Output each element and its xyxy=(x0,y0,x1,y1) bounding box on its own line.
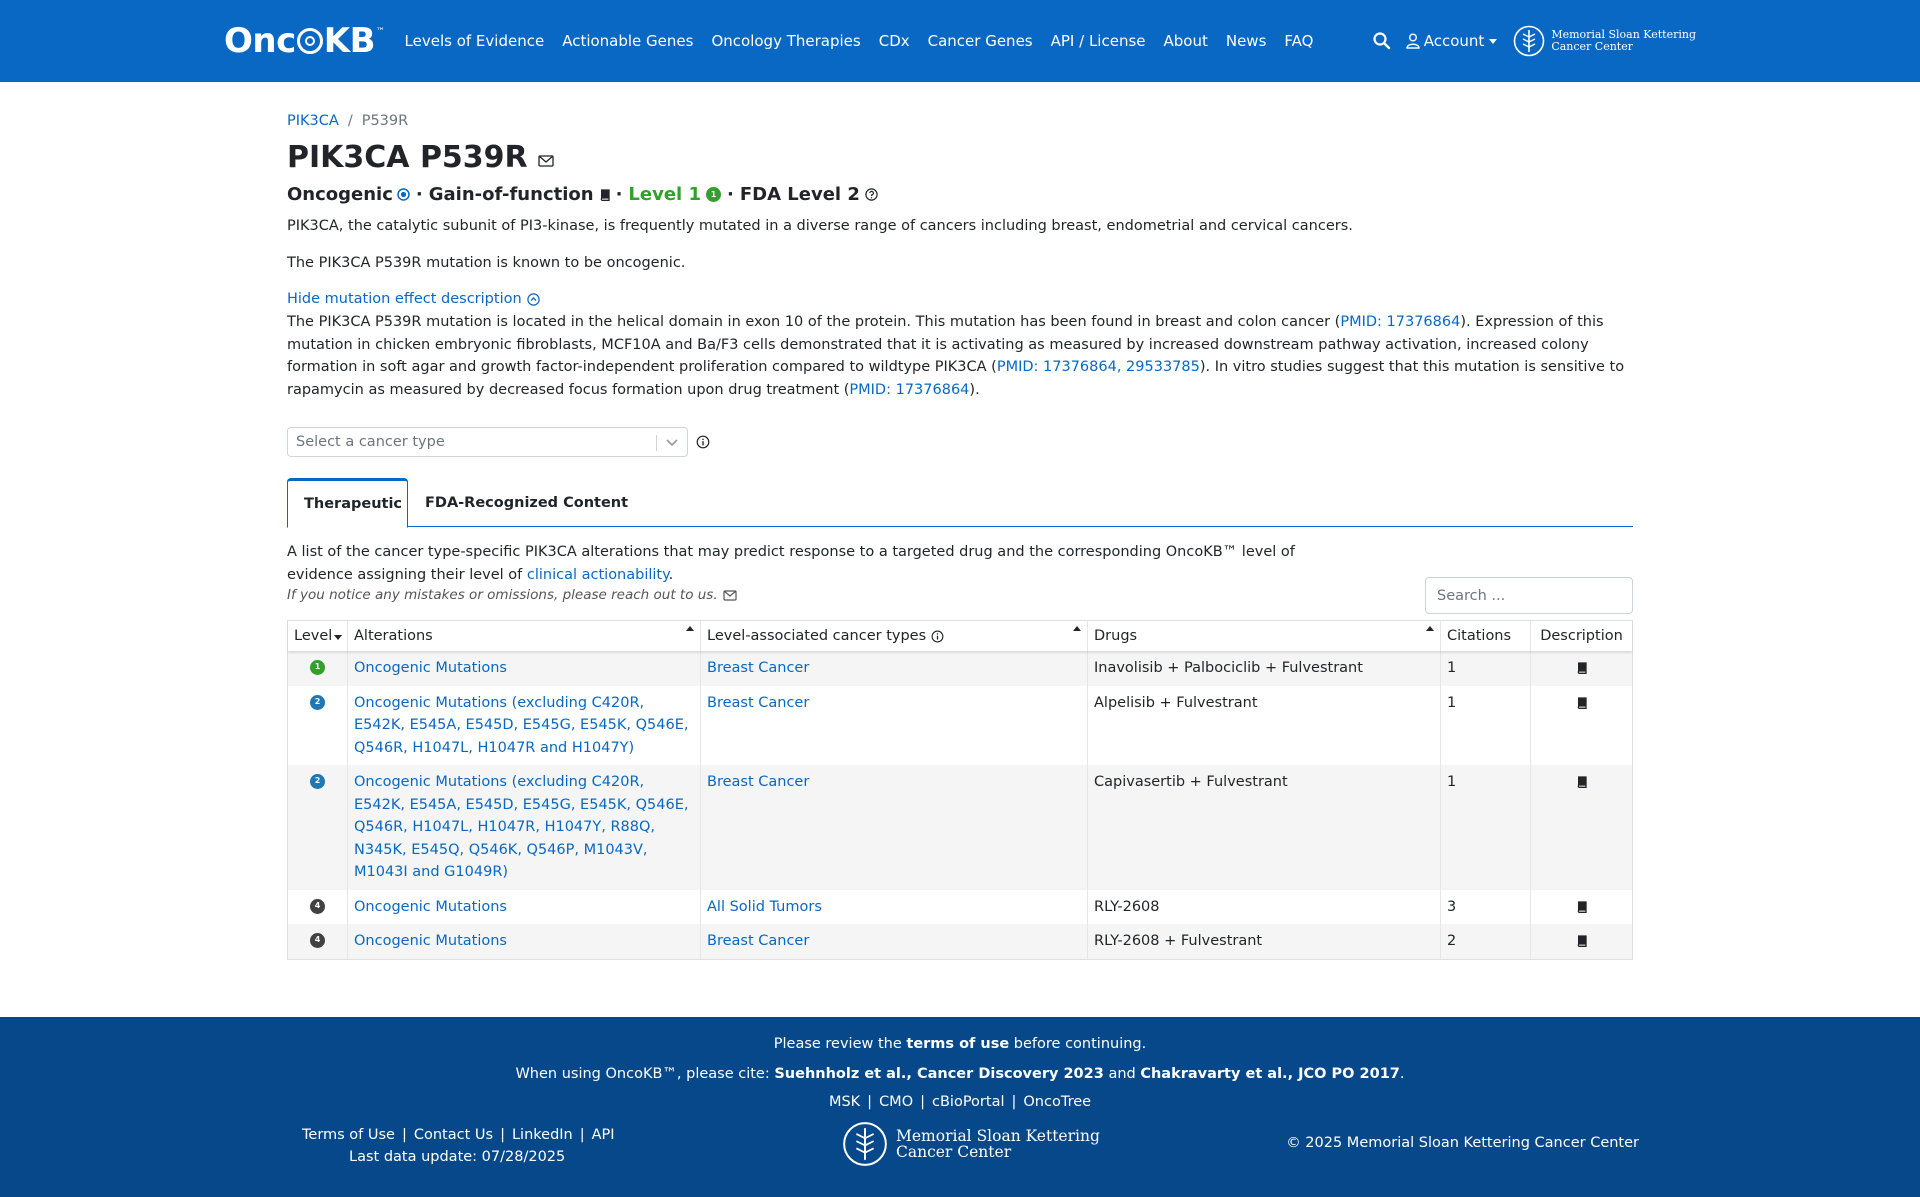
cancer-type-link[interactable]: Breast Cancer xyxy=(707,774,810,790)
feedback-note-text: If you notice any mistakes or omissions, please reach out to us. xyxy=(287,587,718,603)
drugs-cell: RLY-2608 xyxy=(1088,890,1441,925)
alteration-summary: Oncogenic · Gain-of-function · Level 1 1 · FDA Level 2 xyxy=(287,184,878,205)
footer-msk-logo[interactable] xyxy=(842,1121,1100,1167)
header-alterations-label: Alterations xyxy=(354,628,433,644)
therapeutic-table xyxy=(287,620,1633,960)
citation-and: and xyxy=(1103,1066,1141,1082)
mutation-effect-text-3: ). In vitro studies suggest that this mutation is sensitive to rapamycin as measured by decreased focus formation upon drug treatment ( xyxy=(287,359,1625,398)
breadcrumb-gene[interactable]: PIK3CA xyxy=(287,113,339,129)
alteration-link[interactable]: Oncogenic Mutations xyxy=(354,660,507,676)
cancer-type-link[interactable]: Breast Cancer xyxy=(707,933,810,949)
terms-notice-pre: Please review the xyxy=(773,1036,907,1052)
mutation-effect-text-4: ). xyxy=(969,381,980,398)
nav-actionable-genes[interactable]: Actionable Genes xyxy=(562,32,694,50)
citations-cell[interactable]: 1 xyxy=(1441,686,1531,766)
sort-icon xyxy=(1426,626,1434,631)
book-icon[interactable] xyxy=(599,189,610,201)
hide-mutation-effect-toggle[interactable] xyxy=(287,291,540,307)
oncogenicity-label: Oncogenic xyxy=(287,184,393,205)
info-icon[interactable] xyxy=(696,435,710,449)
nav-oncology-therapies[interactable]: Oncology Therapies xyxy=(711,32,861,50)
logo-text-kb: KB xyxy=(323,21,376,61)
logo-text-onc: Onc xyxy=(224,21,296,61)
table-row xyxy=(288,765,1632,890)
citation-notice xyxy=(0,1066,1920,1082)
nav-levels-of-evidence[interactable]: Levels of Evidence xyxy=(404,32,545,50)
page-title-text: PIK3CA P539R xyxy=(287,140,528,175)
alteration-link[interactable]: Oncogenic Mutations xyxy=(354,933,507,949)
help-icon[interactable] xyxy=(865,188,878,201)
header-drugs-label: Drugs xyxy=(1094,628,1138,644)
feedback-note xyxy=(287,587,737,603)
navbar xyxy=(0,0,1920,82)
footer xyxy=(0,1017,1920,1197)
msk-name-line2: Cancer Center xyxy=(1551,40,1633,53)
footer-link-cmo[interactable]: CMO xyxy=(879,1094,914,1110)
nav-api-license[interactable]: API / License xyxy=(1050,32,1146,50)
hide-mutation-effect-label: Hide mutation effect description xyxy=(287,291,522,307)
footer-link-oncotree[interactable]: OncoTree xyxy=(1023,1094,1092,1110)
chevron-up-circle-icon xyxy=(527,293,540,306)
cancer-type-link[interactable]: All Solid Tumors xyxy=(707,898,822,915)
book-icon[interactable] xyxy=(1576,935,1587,947)
sort-desc-icon xyxy=(334,635,342,640)
msk-emblem-icon xyxy=(1513,25,1545,57)
msk-logo[interactable] xyxy=(1513,25,1696,57)
nav-news[interactable]: News xyxy=(1225,32,1267,50)
search-icon[interactable] xyxy=(1372,31,1392,51)
footer-link-cbioportal[interactable]: cBioPortal xyxy=(932,1094,1005,1110)
footer-msk-line1: Memorial Sloan Kettering xyxy=(896,1127,1100,1145)
table-description-text: A list of the cancer type-specific PIK3CA alterations that may predict response to a targeted drug and the corresponding OncoKB™ level of evidence assigning their level of xyxy=(287,544,1295,583)
user-icon xyxy=(1406,33,1420,49)
citation-link-1[interactable]: Suehnholz et al., Cancer Discovery 2023 xyxy=(774,1066,1104,1082)
msk-emblem-icon xyxy=(842,1121,888,1167)
table-header xyxy=(288,621,1632,651)
header-description xyxy=(1531,621,1632,651)
table-description-end: . xyxy=(668,566,674,583)
cancer-type-select[interactable] xyxy=(287,427,688,457)
footer-contact-link[interactable]: Contact Us xyxy=(413,1127,494,1143)
mutation-effect-text-1: The PIK3CA P539R mutation is located in the helical domain in exon 10 of the protein. This mutation has been found in breast and colon cancer ( xyxy=(287,314,1341,330)
book-icon[interactable] xyxy=(1576,776,1587,788)
citations-cell[interactable]: 2 xyxy=(1441,924,1531,959)
tab-bar xyxy=(287,478,1633,527)
citations-cell[interactable]: 1 xyxy=(1441,651,1531,686)
level-badge[interactable]: 2 xyxy=(310,774,325,789)
external-links: MSK | CMO | cBioPortal | OncoTree xyxy=(828,1094,1092,1110)
nav-about[interactable]: About xyxy=(1163,32,1208,50)
account-label: Account xyxy=(1423,32,1485,50)
citation-pre: When using OncoKB™, please cite: xyxy=(515,1066,775,1082)
table-row xyxy=(288,686,1632,766)
terms-notice xyxy=(0,1036,1920,1052)
oncogenic-target-icon xyxy=(397,188,410,201)
fda-level-label: FDA Level 2 xyxy=(739,184,860,205)
alteration-link[interactable]: Oncogenic Mutations (excluding C420R, E542K, E545A, E545D, E545G, E545K, Q546E, Q546R, H1047L, H1047R, H1047Y, R88Q, N345K, E545Q, Q546K, Q546P, M1043V, M1043I and G1049R) xyxy=(354,774,689,880)
citations-cell[interactable]: 3 xyxy=(1441,890,1531,925)
header-cancer-types-label: Level-associated cancer types xyxy=(707,628,927,644)
nav-faq[interactable]: FAQ xyxy=(1284,32,1314,50)
alteration-link[interactable]: Oncogenic Mutations xyxy=(354,898,507,915)
table-search-input[interactable] xyxy=(1425,577,1633,614)
table-row xyxy=(288,651,1632,686)
citation-end: . xyxy=(1399,1066,1405,1082)
table-row xyxy=(288,890,1632,925)
book-icon[interactable] xyxy=(1576,901,1587,913)
cancer-type-link[interactable]: Breast Cancer xyxy=(707,660,810,676)
citation-link-2[interactable]: Chakravarty et al., JCO PO 2017 xyxy=(1140,1066,1400,1082)
drugs-cell: Inavolisib + Palbociclib + Fulvestrant xyxy=(1088,651,1441,686)
level-1-badge: 1 xyxy=(706,187,721,202)
nav-cdx[interactable]: CDx xyxy=(878,32,910,50)
mail-icon[interactable] xyxy=(538,155,554,167)
book-icon[interactable] xyxy=(1576,662,1587,674)
footer-link-msk[interactable]: MSK xyxy=(828,1094,861,1110)
breadcrumb-separator: / xyxy=(347,113,353,129)
chevron-down-icon xyxy=(1489,39,1497,44)
msk-name-line1: Memorial Sloan Kettering xyxy=(1551,28,1696,41)
level-badge[interactable]: 4 xyxy=(310,933,325,948)
header-citations-label: Citations xyxy=(1447,628,1512,644)
header-level[interactable] xyxy=(288,621,348,651)
cancer-type-placeholder: Select a cancer type xyxy=(296,434,445,450)
footer-terms-link[interactable]: Terms of Use xyxy=(302,1127,395,1143)
oncokb-logo[interactable]: Onc KB ™ xyxy=(224,21,385,61)
mutation-effect-label: Gain-of-function xyxy=(428,184,594,205)
pmid-link-3[interactable]: PMID: 17376864 xyxy=(849,381,970,398)
level-badge[interactable]: 2 xyxy=(310,695,325,710)
level-badge[interactable]: 4 xyxy=(310,899,325,914)
book-icon[interactable] xyxy=(1576,697,1587,709)
account-dropdown[interactable] xyxy=(1406,32,1498,50)
cancer-type-link[interactable]: Breast Cancer xyxy=(707,694,810,711)
terms-notice-post: before continuing. xyxy=(1009,1036,1147,1052)
footer-left: Terms of Use | Contact Us | LinkedIn | API Last data update: 07/28/2025 xyxy=(302,1124,615,1168)
citations-cell[interactable]: 1 xyxy=(1441,765,1531,890)
level-badge[interactable]: 1 xyxy=(310,660,325,675)
header-cancer-types[interactable] xyxy=(701,621,1088,651)
breadcrumb xyxy=(287,113,408,129)
sort-icon xyxy=(686,626,694,631)
tab-therapeutic[interactable]: Therapeutic xyxy=(287,478,408,528)
footer-api-link[interactable]: API xyxy=(591,1127,615,1143)
alteration-link[interactable]: Oncogenic Mutations (excluding C420R, E542K, E545A, E545D, E545G, E545K, Q546E, Q546R, H1047L, H1047R and H1047Y) xyxy=(354,694,689,756)
terms-of-use-link[interactable]: terms of use xyxy=(906,1036,1010,1052)
header-drugs[interactable] xyxy=(1088,621,1441,651)
clinical-actionability-link[interactable]: clinical actionability xyxy=(526,566,669,583)
pmid-link-2[interactable]: PMID: 17376864, 29533785 xyxy=(996,359,1200,375)
drugs-cell: Alpelisib + Fulvestrant xyxy=(1088,686,1441,766)
drugs-cell: RLY-2608 + Fulvestrant xyxy=(1088,924,1441,959)
footer-linkedin-link[interactable]: LinkedIn xyxy=(511,1127,573,1143)
sort-icon xyxy=(1073,626,1081,631)
chevron-down-icon xyxy=(665,434,679,450)
nav-cancer-genes[interactable]: Cancer Genes xyxy=(927,32,1033,50)
mutation-effect-text-2: ). Expression of this mutation in chicken embryonic fibroblasts, MCF10A and Ba/F3 cells demonstrated that it is activating as measured by increased downstream pathway activation, increased colony formation in soft agar and growth factor-independent proliferation compared to wildtype PIK3CA ( xyxy=(287,314,1604,375)
header-citations[interactable] xyxy=(1441,621,1531,651)
copyright: © 2025 Memorial Sloan Kettering Cancer Center xyxy=(1286,1135,1639,1151)
info-icon[interactable] xyxy=(931,630,944,643)
footer-msk-line2: Cancer Center xyxy=(896,1143,1012,1161)
table-description xyxy=(287,541,1347,586)
gene-summary: PIK3CA, the catalytic subunit of PI3-kinase, is frequently mutated in a diverse range of cancers including breast, endometrial and cervical cancers. xyxy=(287,218,1353,234)
breadcrumb-alteration: P539R xyxy=(361,113,409,129)
drugs-cell: Capivasertib + Fulvestrant xyxy=(1088,765,1441,890)
table-row xyxy=(288,924,1632,959)
page-title xyxy=(287,140,554,175)
mutation-effect-description xyxy=(287,311,1633,401)
logo-target-icon xyxy=(297,28,323,54)
last-data-update: Last data update: 07/28/2025 xyxy=(349,1149,566,1165)
mail-icon[interactable] xyxy=(723,590,737,601)
header-description-label: Description xyxy=(1540,628,1623,644)
header-alterations[interactable] xyxy=(348,621,701,651)
highest-level-label: Level 1 xyxy=(628,184,701,205)
tab-fda-recognized-content[interactable]: FDA-Recognized Content xyxy=(425,494,629,511)
variant-summary: The PIK3CA P539R mutation is known to be oncogenic. xyxy=(287,255,686,271)
header-level-label: Level xyxy=(294,628,333,644)
nav-links xyxy=(405,32,1332,50)
pmid-link-1[interactable]: PMID: 17376864 xyxy=(1340,314,1461,330)
